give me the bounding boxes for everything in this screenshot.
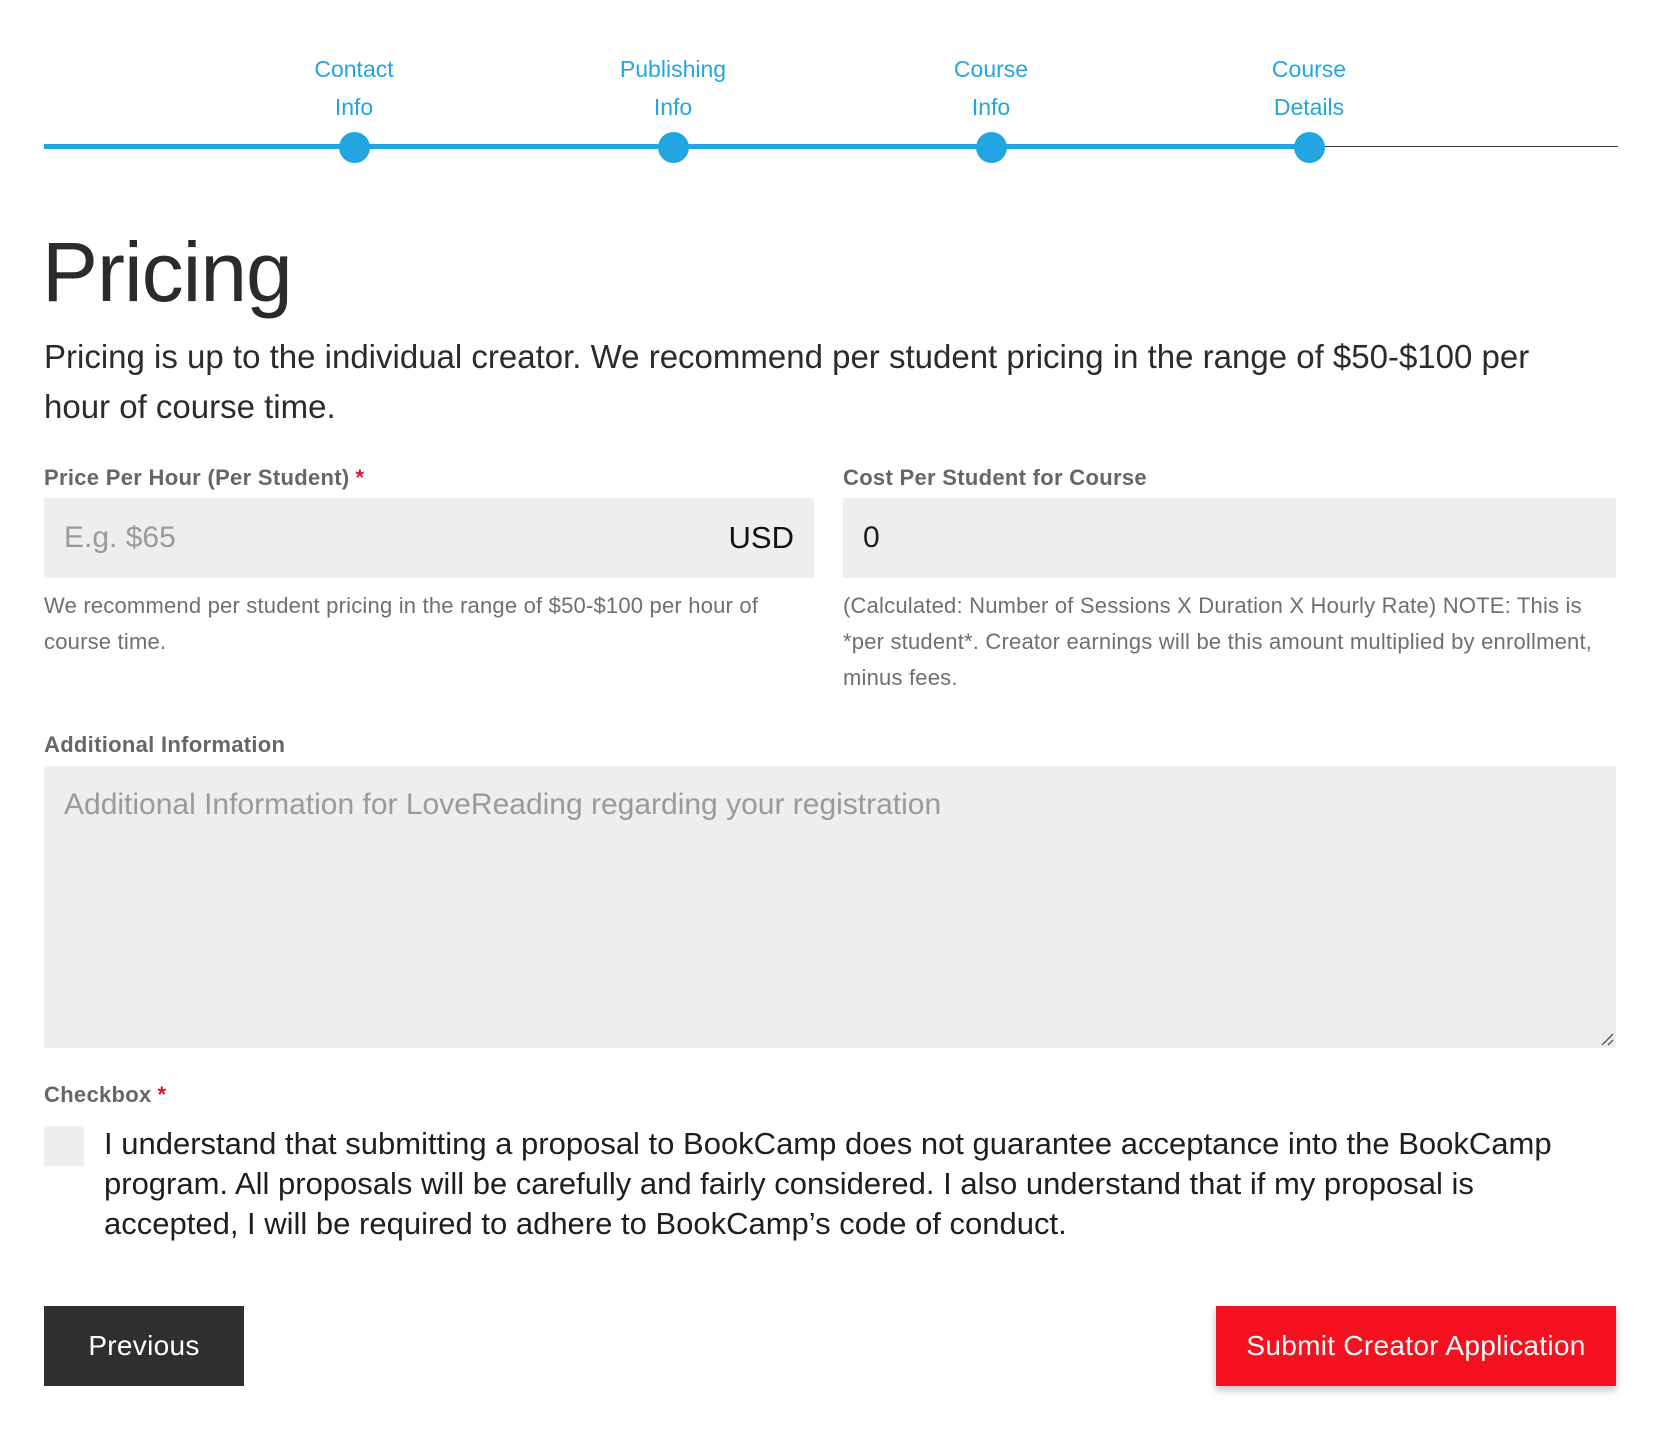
step-label: Publishing Info [619,56,727,120]
progress-steps [44,50,1618,170]
agreement-text: I understand that submitting a proposal to BookCamp does not guarantee acceptance into the BookCamp program. All proposals will be carefully and fairly considered. I also understand that if my proposal is accepted, I will be required to adhere to BookCamp’s code of conduct. [104,1126,1552,1241]
price-per-hour-help: We recommend per student pricing in the range of $50-$100 per hour of course time. [44,593,759,654]
cost-per-student-help: (Calculated: Number of Sessions X Duration X Hourly Rate) NOTE: This is *per student*. Creator earnings will be this amount multiplied by enrollment, minus fees. [843,593,1593,690]
required-marker: * [355,465,365,490]
step-dot [339,132,370,163]
cost-per-student-field [843,498,1616,578]
price-per-hour-field [44,498,814,578]
agreement-checkbox[interactable] [44,1126,84,1166]
step-dot [658,132,689,163]
step-dot [1294,132,1325,163]
step-publishing-info[interactable] [573,50,773,126]
step-contact-info[interactable] [254,50,454,126]
progress-track-remaining [1308,146,1618,147]
step-label: Course Details [1271,56,1347,120]
cost-per-student-input[interactable] [863,521,1596,555]
resize-grip-icon[interactable] [1598,1030,1614,1046]
cost-per-student-label: Cost Per Student for Course [843,465,1147,490]
currency-unit: USD [728,520,794,555]
checkbox-label-text: Checkbox [44,1082,152,1107]
page-intro: Pricing is up to the individual creator. We recommend per student pricing in the range of $50-$100 per hour of course time. [44,338,1530,425]
step-label: Course Info [953,56,1029,120]
price-per-hour-label [44,465,364,491]
additional-info-label: Additional Information [44,732,286,757]
checkbox-label [44,1082,166,1108]
additional-info-field [44,766,1616,1048]
required-marker: * [157,1082,167,1107]
price-per-hour-label-text: Price Per Hour (Per Student) [44,465,350,490]
step-course-details[interactable] [1209,50,1409,126]
page-title: Pricing [42,225,292,319]
price-per-hour-input[interactable] [64,521,719,555]
step-dot [976,132,1007,163]
step-course-info[interactable] [891,50,1091,126]
submit-application-button[interactable]: Submit Creator Application [1216,1306,1616,1386]
step-label: Contact Info [314,56,394,120]
additional-info-textarea[interactable] [44,766,1616,1048]
previous-button[interactable]: Previous [44,1306,244,1386]
